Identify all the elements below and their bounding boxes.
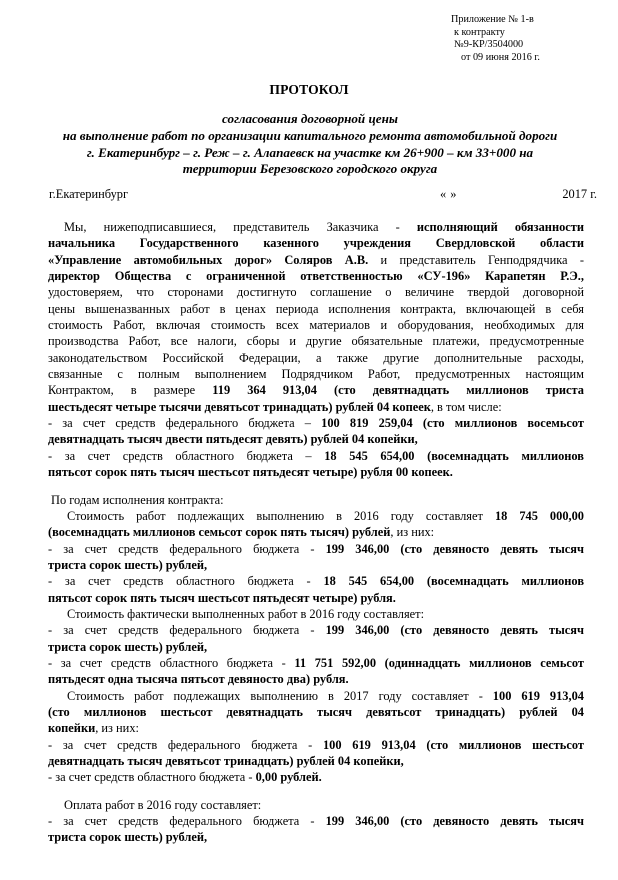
text-line <box>48 382 584 398</box>
text-run: - за счет средств федерального бюджета – <box>48 416 322 431</box>
text-run-bold: 100 819 259,04 (сто миллионов восемьсот <box>321 416 584 431</box>
text-run: Стоимость работ подлежащих выполнению в 2016 году составляет <box>67 508 495 523</box>
text-run-bold: 100 619 913,04 (сто миллионов шестьсот <box>322 737 584 752</box>
text-run-bold: 18 545 654,00 (восемнадцать миллионов <box>324 448 584 463</box>
text-run-bold: 199 346,00 (сто девяносто девять тысяч <box>325 541 584 556</box>
text-line <box>48 541 584 557</box>
text-line: (сто миллионов шестьсот девятнадцать тысяч девятьсот тринадцать) рублей 04 <box>48 704 584 719</box>
text-line <box>48 573 584 589</box>
text-run: , из них: <box>95 721 139 736</box>
subtitle-line: территории Березовского городского округа <box>182 161 438 177</box>
text-run-bold: (восемнадцать миллионов семьсот сорок пять тысяч) рублей <box>48 525 391 540</box>
text-line: производства Работ, все налоги, сборы и другие обязательные платежи, предусмотренные <box>48 334 584 349</box>
text-run: - за счет средств областного бюджета - <box>48 770 256 785</box>
spacer <box>48 481 584 492</box>
text-line <box>48 655 584 671</box>
text-run-bold: копейки <box>48 721 96 736</box>
text-run: - за счет средств областного бюджета - <box>48 655 295 670</box>
text-line: триста сорок шесть) рублей, <box>48 639 208 654</box>
text-run-bold: 119 364 913,04 (сто девятнадцать миллионов триста <box>212 383 584 398</box>
place-date-line <box>49 187 597 203</box>
text-line: Стоимость фактически выполненных работ в 2016 году составляет: <box>67 606 425 621</box>
text-line <box>48 399 584 415</box>
text-line <box>48 813 584 829</box>
text-line: По годам исполнения контракта: <box>51 492 224 507</box>
text-line <box>48 219 584 235</box>
text-run-bold: 199 346,00 (сто девяносто девять тысяч <box>325 623 584 638</box>
text-line: пятьдесят одна тысяча пятьсот девяносто два) рубля. <box>48 672 349 687</box>
text-run-bold: исполняющий обязанности <box>416 220 584 234</box>
text-line <box>48 415 584 431</box>
text-run: - за счет средств федерального бюджета - <box>48 814 326 829</box>
text-run: Контрактом, в размере <box>48 383 213 398</box>
place: г.Екатеринбург <box>49 187 129 201</box>
text-line: пятьсот сорок пять тысяч шестьсот пятьдесят четыре) рубля 00 копеек. <box>48 465 453 480</box>
text-line: законодательством Российской Федерации, а также другие дополнительные расходы, <box>48 350 584 365</box>
text-run-bold: 100 619 913,04 <box>492 688 584 703</box>
text-line <box>48 622 584 638</box>
date-year: 2017 г. <box>562 187 597 201</box>
document-title: ПРОТОКОЛ <box>269 82 349 97</box>
text-line: связанные с полным выполнением Подрядчиком Работ, предусмотренных настоящим <box>48 367 584 382</box>
text-line <box>48 448 584 464</box>
text-run-bold: 18 545 654,00 (восемнадцать миллионов <box>323 574 584 589</box>
text-run: - за счет средств федерального бюджета - <box>48 541 326 556</box>
text-run-bold: 199 346,00 (сто девяносто девять тысяч <box>325 814 584 829</box>
subtitle-line: согласования договорной цены <box>222 111 398 126</box>
text-run: - за счет средств областного бюджета – <box>48 448 325 463</box>
text-line <box>48 720 584 736</box>
text-line <box>48 769 584 785</box>
text-run-bold: 11 751 592,00 (одиннадцать миллионов семьсот <box>294 655 584 670</box>
text-run: - за счет средств федерального бюджета - <box>48 737 323 752</box>
document-subtitle <box>30 111 590 178</box>
document-body <box>48 219 584 846</box>
text-line: стоимость Работ, включая стоимость всех материалов и оборудования, необходимых для <box>48 318 584 333</box>
appendix-line: к контракту <box>454 26 505 38</box>
date-blank: « » <box>440 187 457 201</box>
text-line <box>48 508 584 524</box>
text-run-bold: 0,00 рублей. <box>255 770 322 785</box>
text-line: девятнадцать тысяч девятьсот тринадцать) рублей 04 копейки, <box>48 754 404 768</box>
text-run-bold: шестьдесят четыре тысячи девятьсот тринадцать) рублей 04 копеек <box>48 399 431 414</box>
text-line <box>48 252 584 268</box>
text-line: начальника Государственного казенного учреждения Свердловской области <box>48 236 584 251</box>
appendix-line: №9-КР/3504000 <box>454 39 524 51</box>
text-run: Стоимость работ подлежащих выполнению в 2017 году составляет - <box>67 688 493 703</box>
text-line: пятьсот сорок пять тысяч шестьсот пятьдесят четыре) рубля. <box>48 590 396 605</box>
subtitle-line: на выполнение работ по организации капитального ремонта автомобильной дороги <box>62 127 558 143</box>
text-line: цены вышеназванных работ в ценах периода исполнения контракта, включающей в себя <box>48 301 584 316</box>
text-line <box>48 688 584 704</box>
text-run: и представитель Генподрядчика - <box>368 252 584 267</box>
text-line: директор Общества с ограниченной ответственностью «СУ-196» Карапетян Р.Э., <box>48 269 584 284</box>
text-run: , из них: <box>390 525 435 540</box>
text-run-bold: 18 745 000,00 <box>494 508 584 523</box>
text-run: - за счет средств федерального бюджета - <box>48 623 326 638</box>
text-line <box>48 524 584 540</box>
text-line: триста сорок шесть) рублей, <box>48 830 208 845</box>
text-run: - за счет средств областного бюджета - <box>48 574 324 589</box>
text-line <box>48 737 584 753</box>
text-line: удостоверяем, что сторонами достигнуто соглашение о величине твердой договорной <box>48 285 584 300</box>
subtitle-line: г. Екатеринбург – г. Реж – г. Алапаевск на участке км 26+900 – км 33+000 на <box>86 144 534 160</box>
text-run: Мы, нижеподписавшиеся, представитель Заказчика - <box>64 220 417 234</box>
text-run-bold: «Управление автомобильных дорог» Соляров А.В. <box>48 252 369 267</box>
text-line: девятнадцать тысяч двести пятьдесят девять) рублей 04 копейки, <box>48 432 418 447</box>
text-line: Оплата работ в 2016 году составляет: <box>64 797 262 812</box>
appendix-line: Приложение № 1-в <box>451 14 534 25</box>
text-line: триста сорок шесть) рублей, <box>48 557 208 572</box>
appendix-note <box>451 14 611 64</box>
spacer <box>48 786 584 797</box>
appendix-line: от 09 июня 2016 г. <box>461 51 540 63</box>
text-run: , в том числе: <box>430 399 502 414</box>
